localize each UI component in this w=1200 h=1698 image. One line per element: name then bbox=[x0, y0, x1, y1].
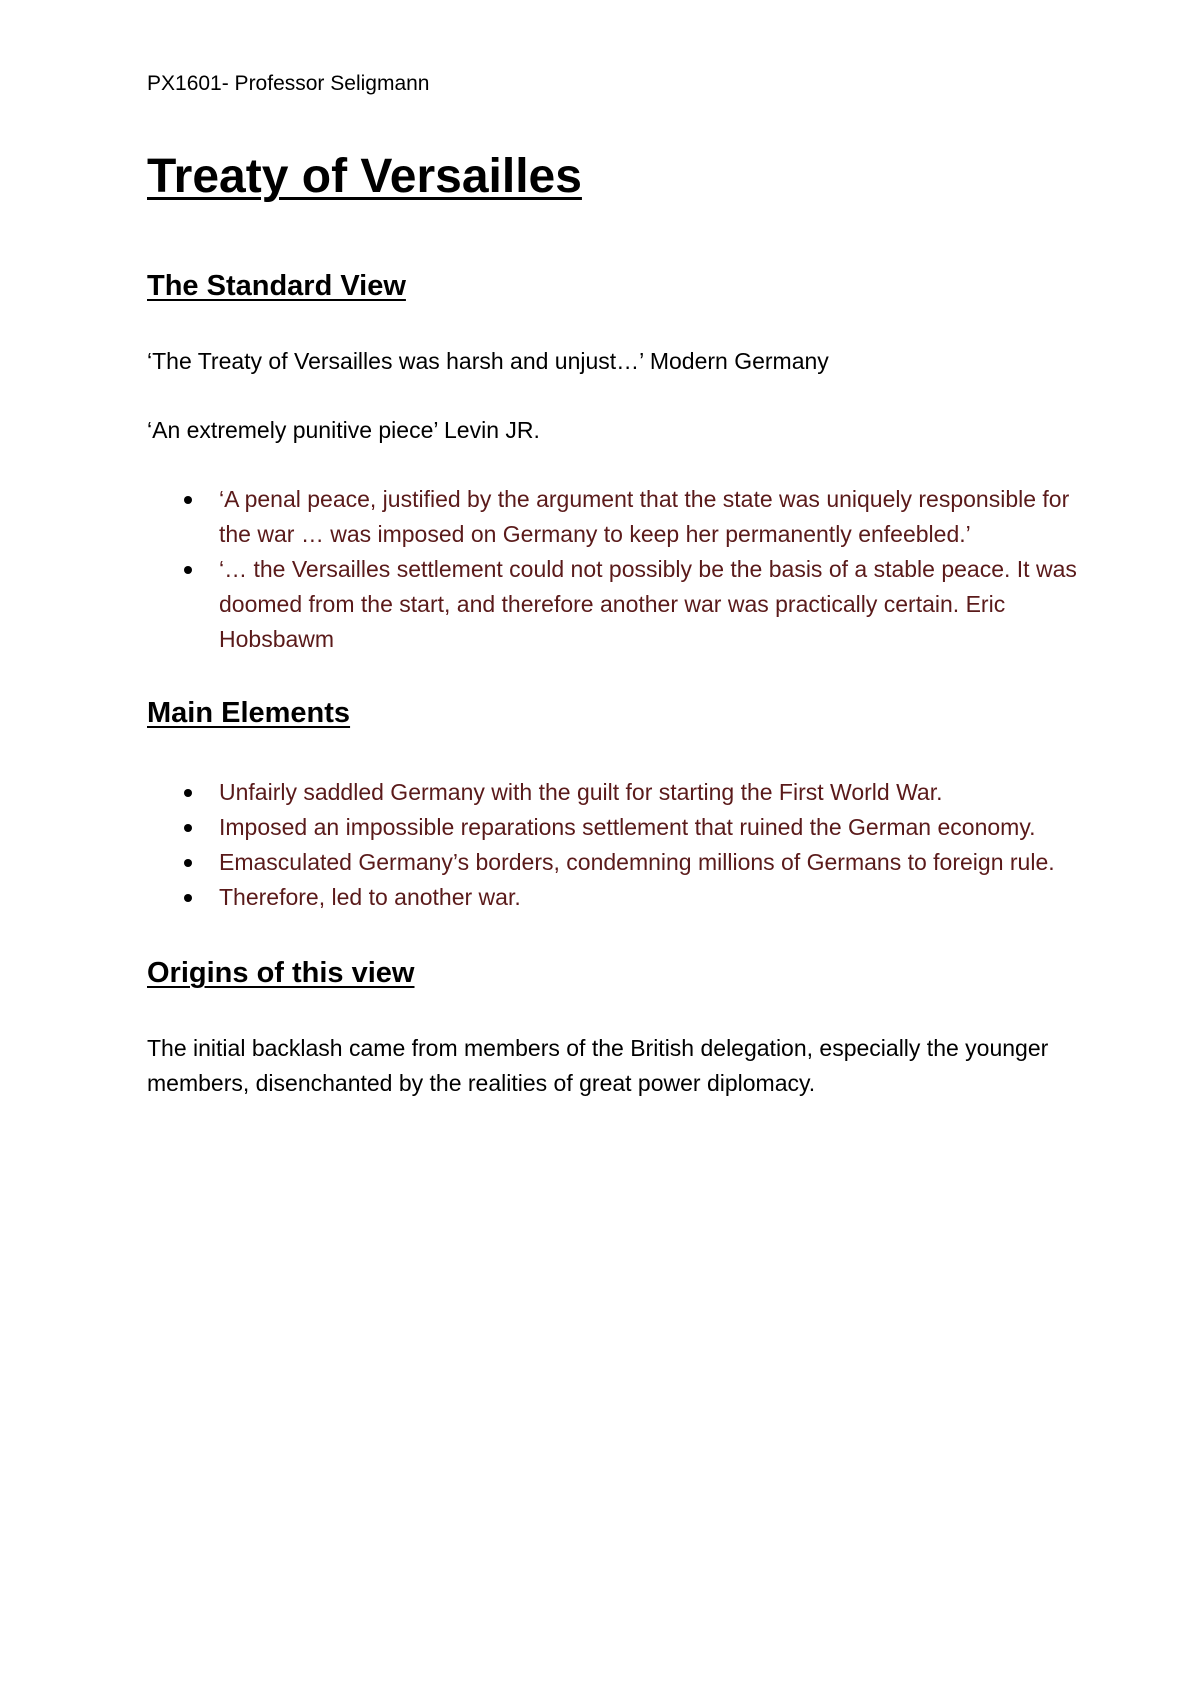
bullet-icon bbox=[184, 894, 192, 902]
heading-main-elements: Main Elements bbox=[147, 697, 351, 729]
bullet-icon bbox=[184, 789, 192, 797]
document-content bbox=[147, 70, 1077, 1101]
list-item bbox=[147, 880, 1077, 915]
bullet-text: ‘A penal peace, justified by the argument that the state was uniquely responsible for the war … was imposed on Germany to keep her permanently enfeebled.’ bbox=[219, 486, 1070, 547]
bullet-icon bbox=[184, 824, 192, 832]
origins-paragraph: The initial backlash came from members of the British delegation, especially the younger members, disenchanted by the realities of great power diplomacy. bbox=[147, 1035, 1049, 1096]
quote-modern-germany: ‘The Treaty of Versailles was harsh and unjust…’ Modern Germany bbox=[147, 348, 829, 374]
heading-standard-view: The Standard View bbox=[147, 270, 406, 302]
bullet-text: ‘… the Versailles settlement could not possibly be the basis of a stable peace. It was doomed from the start, and therefore another war was practically certain. Eric Hobsbawm bbox=[219, 556, 1077, 652]
bullet-icon bbox=[184, 566, 192, 574]
bullet-text: Therefore, led to another war. bbox=[219, 884, 521, 910]
list-item bbox=[147, 775, 1077, 810]
heading-origins: Origins of this view bbox=[147, 957, 415, 989]
list-item bbox=[147, 552, 1077, 657]
course-header: PX1601- Professor Seligmann bbox=[147, 72, 430, 95]
list-item bbox=[147, 810, 1077, 845]
bullet-text: Unfairly saddled Germany with the guilt for starting the First World War. bbox=[219, 779, 943, 805]
main-elements-bullet-list bbox=[147, 775, 1077, 915]
standard-view-bullet-list bbox=[147, 482, 1077, 657]
bullet-text: Imposed an impossible reparations settlement that ruined the German economy. bbox=[219, 814, 1036, 840]
list-item bbox=[147, 482, 1077, 552]
bullet-text: Emasculated Germany’s borders, condemning millions of Germans to foreign rule. bbox=[219, 849, 1055, 875]
document-title: Treaty of Versailles bbox=[147, 150, 582, 203]
list-item bbox=[147, 845, 1077, 880]
quote-levin: ‘An extremely punitive piece’ Levin JR. bbox=[147, 417, 540, 443]
bullet-icon bbox=[184, 496, 192, 504]
bullet-icon bbox=[184, 859, 192, 867]
